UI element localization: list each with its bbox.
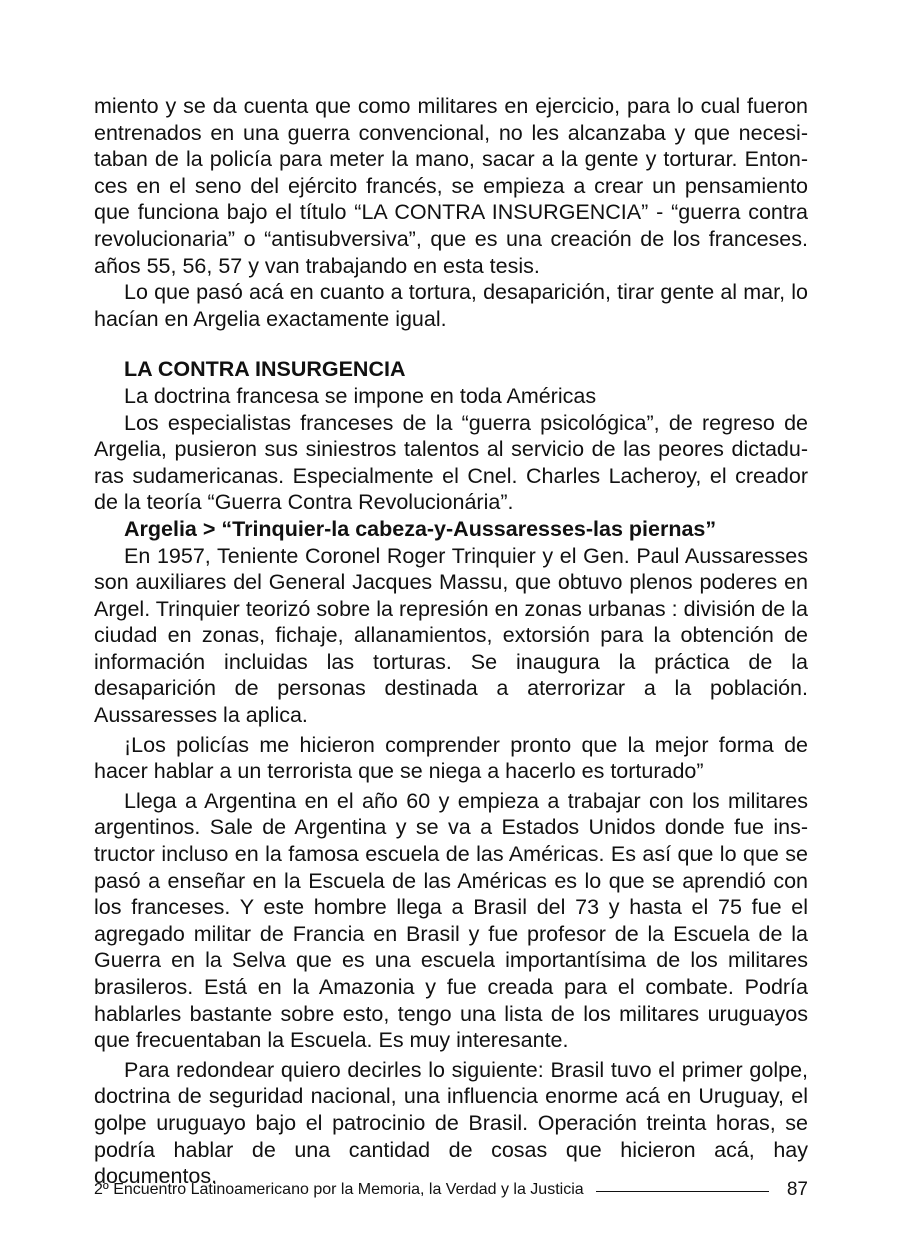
page-body — [94, 93, 808, 1190]
paragraph-7: Llega a Argentina en el año 60 y empieza a trabajar con los militares argentinos. Sale de Argentina y se va a Estados Unidos donde fue instructor incluso en la famosa escuela de las Américas. Es así que lo que se pasó a enseñar en la Escuela de las Américas es lo que se aprendió con los franceses. Y este hombre llega a Brasil del 73 y hasta el 75 fue el agregado militar de Francia en Brasil y fue profesor de la Escuela de la Guerra en la Selva que es una escuela importantísima de los militares brasileros. Está en la Amazonia y fue creada para el combate. Podría hablarles bastante sobre esto, tengo una lista de los militares uruguayos que frecuentaban la Escuela. Es muy interesante. — [94, 788, 808, 1053]
footer-title: 2º Encuentro Latinoamericano por la Memoria, la Verdad y la Justicia — [94, 1181, 584, 1198]
footer-rule — [596, 1191, 769, 1192]
paragraph-6-quote: ¡Los policías me hicieron comprender pronto que la mejor forma de hacer hablar a un terrorista que se niega a hacerlo es torturado” — [94, 732, 808, 784]
paragraph-2: Lo que pasó acá en cuanto a tortura, desaparición, tirar gente al mar, lo hacían en Argelia exactamente igual. — [94, 280, 808, 331]
subsection-heading: Argelia > “Trinquier-la cabeza-y-Aussaresses-las piernas” — [124, 516, 717, 541]
section-heading: LA CONTRA INSURGENCIA — [124, 357, 406, 382]
page-footer — [94, 1178, 808, 1202]
paragraph-8: Para redondear quiero decirles lo siguiente: Brasil tuvo el primer golpe, doctrina de seguridad nacional, una influencia enorme acá en Uruguay, el golpe uruguayo bajo el patrocinio de Brasil. Operación treinta horas, se podría hablar de una cantidad de cosas que hicieron acá, hay documentos. — [94, 1057, 808, 1189]
paragraph-4: Los especialistas franceses de la “guerra psicológica”, de regreso de Argelia, pusieron sus siniestros talentos al servicio de las peores dictaduras sudamericanas. Especialmente el Cnel. Charles Lacheroy, el creador de la teoría “Guerra Contra Revolucionária”. — [94, 410, 808, 515]
paragraph-3: La doctrina francesa se impone en toda Américas — [124, 383, 597, 408]
paragraph-5: En 1957, Teniente Coronel Roger Trinquier y el Gen. Paul Aussaresses son auxiliares del General Jacques Massu, que obtuvo plenos poderes en Argel. Trinquier teorizó sobre la represión en zonas urbanas : división de la ciudad en zonas, fichaje, allanamientos, extorsión para la obtención de información incluidas las torturas. Se inaugura la práctica de la desaparición de personas destinada a aterrorizar a la población. Aussaresses la aplica. — [94, 543, 808, 728]
paragraph-1: miento y se da cuenta que como militares en ejercicio, para lo cual fueron entrenados en una guerra convencional, no les alcanzaba y que necesitaban de la policía para meter la mano, sacar a la gente y torturar. Entonces en el seno del ejército francés, se empieza a crear un pensamiento que funciona bajo el título “LA CONTRA INSURGENCIA” - “guerra contra revolucionaria” o “antisubversiva”, que es una creación de los franceses. años 55, 56, 57 y van trabajando en esta tesis. — [94, 94, 808, 278]
page-number: 87 — [786, 1179, 808, 1200]
